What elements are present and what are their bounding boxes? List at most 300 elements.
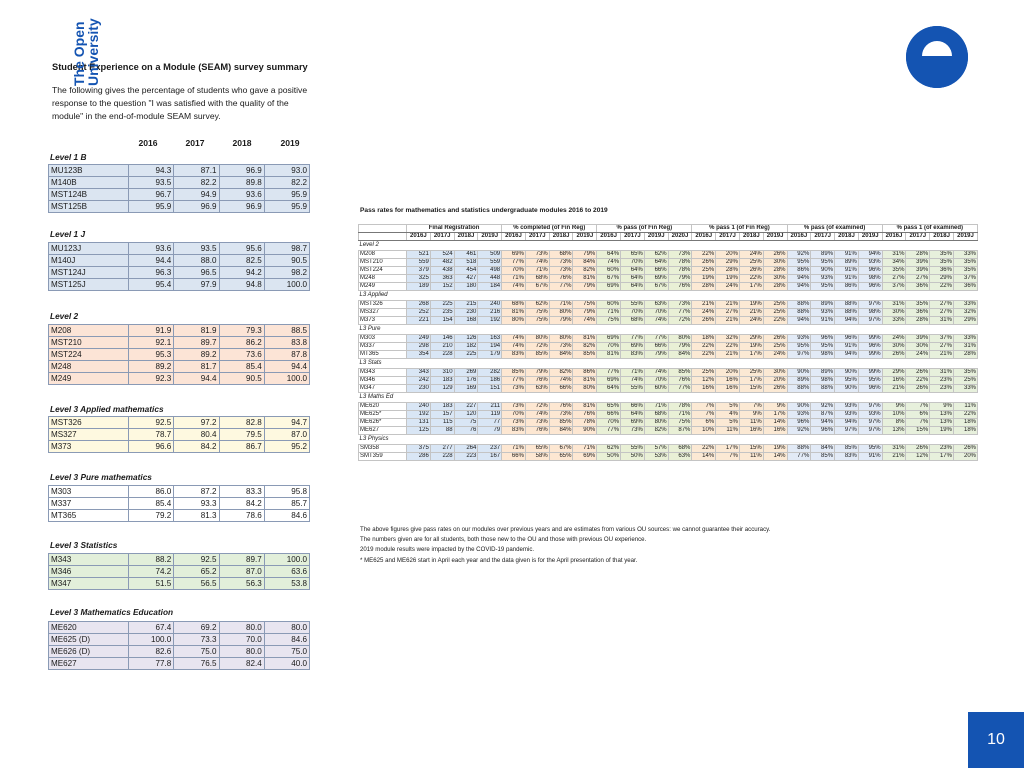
section-header: % pass 1 (of Fin Reg) (692, 225, 787, 233)
table-row (359, 259, 978, 267)
rate-cell: 119 (478, 411, 502, 419)
rate-cell: 6% (692, 419, 716, 427)
rate-cell: 85% (668, 369, 692, 377)
rate-cell: 20% (953, 453, 977, 461)
table-row (49, 165, 310, 177)
table-row (49, 349, 310, 361)
rate-cell: 81% (573, 275, 597, 283)
rate-cell: 94% (787, 283, 811, 291)
rate-cell: 30% (882, 309, 906, 317)
rate-cell: 28% (716, 267, 740, 275)
satisfaction-value: 95.6 (219, 243, 264, 255)
satisfaction-value: 73.6 (219, 349, 264, 361)
rate-cell: 63% (644, 301, 668, 309)
rate-cell: 79% (573, 251, 597, 259)
rate-cell: 211 (478, 403, 502, 411)
rate-cell: 88% (811, 385, 835, 393)
rate-cell: 24% (716, 283, 740, 291)
table-row (49, 373, 310, 385)
pass-rates-title: Pass rates for mathematics and statistics undergraduate modules 2016 to 2019 (360, 207, 608, 214)
rate-cell: 94% (835, 351, 859, 359)
rate-cell: 192 (478, 317, 502, 325)
rate-cell: 27% (930, 343, 954, 351)
rate-cell: 72% (668, 317, 692, 325)
module-code: M347 (49, 578, 129, 590)
satisfaction-value: 79.5 (219, 429, 264, 441)
rate-cell: 69% (502, 251, 526, 259)
table-row (49, 337, 310, 349)
rate-cell: 37% (953, 275, 977, 283)
module-code: M249 (359, 283, 407, 291)
rate-cell: 81% (502, 309, 526, 317)
satisfaction-value: 94.3 (129, 165, 174, 177)
rate-cell: 81% (573, 403, 597, 411)
year-subheader: 2019J (644, 233, 668, 241)
rate-cell: 84% (549, 427, 573, 435)
rate-cell: 95% (787, 343, 811, 351)
rate-cell: 12% (692, 377, 716, 385)
satisfaction-value: 56.5 (174, 578, 219, 590)
rate-cell: 77% (502, 377, 526, 385)
rate-cell: 7% (906, 403, 930, 411)
rate-cell: 39% (906, 335, 930, 343)
module-code: MST124J (49, 267, 129, 279)
rate-cell: 16% (692, 385, 716, 393)
rate-cell: 282 (478, 369, 502, 377)
year-2016: 2016 (138, 138, 158, 148)
rate-cell: 22% (930, 283, 954, 291)
rate-cell: 17% (739, 351, 763, 359)
note-line: 2019 module results were impacted by the COVID-19 pandemic. (360, 546, 535, 554)
rate-cell: 240 (478, 301, 502, 309)
rate-cell: 27% (930, 301, 954, 309)
rate-cell: 71% (621, 369, 645, 377)
satisfaction-value: 82.2 (174, 177, 219, 189)
rate-cell: 28% (953, 351, 977, 359)
rate-cell: 11% (739, 453, 763, 461)
rate-cell: 98% (811, 377, 835, 385)
rate-cell: 9% (930, 403, 954, 411)
rate-cell: 6% (906, 411, 930, 419)
module-code: MST210 (359, 259, 407, 267)
rate-cell: 96% (858, 385, 882, 393)
satisfaction-value: 82.6 (129, 646, 174, 658)
satisfaction-value: 87.0 (264, 429, 309, 441)
rate-cell: 90% (573, 427, 597, 435)
rate-cell: 99% (858, 369, 882, 377)
rate-cell: 75% (668, 419, 692, 427)
module-code: MT365 (49, 510, 129, 522)
rate-cell: 27% (906, 275, 930, 283)
table-row (359, 267, 978, 275)
rate-cell: 63% (525, 385, 549, 393)
satisfaction-value: 95.9 (264, 189, 309, 201)
table-row (359, 377, 978, 385)
rate-cell: 24% (882, 335, 906, 343)
satisfaction-value: 75.0 (174, 646, 219, 658)
table-row (359, 403, 978, 411)
table-row (49, 177, 310, 189)
year-subheader: 2019J (953, 233, 977, 241)
satisfaction-value: 69.2 (174, 622, 219, 634)
rate-cell: 93% (787, 335, 811, 343)
rate-cell: 79% (644, 351, 668, 359)
rate-cell: 78% (668, 267, 692, 275)
satisfaction-value: 56.3 (219, 578, 264, 590)
rate-cell: 80% (502, 317, 526, 325)
rate-cell: 74% (573, 317, 597, 325)
rate-cell: 91% (835, 251, 859, 259)
rate-cell: 64% (597, 385, 621, 393)
satisfaction-value: 87.8 (264, 349, 309, 361)
module-code: ME627 (359, 427, 407, 435)
rate-cell: 71% (502, 275, 526, 283)
rate-cell: 71% (502, 445, 526, 453)
rate-cell: 79% (668, 275, 692, 283)
rate-cell: 228 (430, 351, 454, 359)
rate-cell: 77 (478, 419, 502, 427)
rate-cell: 64% (621, 283, 645, 291)
seam-group-label: Level 3 Pure mathematics (50, 472, 152, 482)
rate-cell: 79 (478, 427, 502, 435)
satisfaction-value: 84.6 (264, 634, 309, 646)
module-code: M337 (359, 343, 407, 351)
module-code: MST224 (49, 349, 129, 361)
rate-cell: 75% (573, 301, 597, 309)
year-subheader: 2018J (549, 233, 573, 241)
rate-cell: 68% (525, 275, 549, 283)
year-subheader: 2017J (621, 233, 645, 241)
rate-cell: 26% (906, 385, 930, 393)
rate-cell: 69% (621, 419, 645, 427)
rate-cell: 129 (430, 385, 454, 393)
rate-cell: 78% (573, 419, 597, 427)
rate-cell: 35% (930, 259, 954, 267)
rate-cell: 74% (502, 283, 526, 291)
rate-cell: 64% (597, 251, 621, 259)
table-row (359, 283, 978, 291)
rate-cell: 10% (692, 427, 716, 435)
rate-cell: 86% (835, 283, 859, 291)
year-subheader: 2016J (787, 233, 811, 241)
rate-cell: 36% (906, 309, 930, 317)
module-code: ME625 (D) (49, 634, 129, 646)
rate-cell: 73% (549, 411, 573, 419)
module-code: MST125B (49, 201, 129, 213)
table-row (359, 369, 978, 377)
group-row (359, 325, 978, 335)
module-code: MS327 (359, 309, 407, 317)
rate-cell: 76% (668, 283, 692, 291)
rate-cell: 77% (621, 335, 645, 343)
rate-cell: 55% (621, 445, 645, 453)
rate-cell: 15% (906, 427, 930, 435)
module-code: M347 (359, 385, 407, 393)
rate-cell: 30% (763, 275, 787, 283)
rate-cell: 55% (621, 385, 645, 393)
satisfaction-value: 95.9 (129, 201, 174, 213)
rate-cell: 184 (478, 283, 502, 291)
rate-cell: 31% (882, 301, 906, 309)
rate-cell: 62% (597, 445, 621, 453)
table-row (49, 646, 310, 658)
rate-cell: 5% (716, 403, 740, 411)
rate-cell: 92% (811, 403, 835, 411)
rate-cell: 55% (621, 301, 645, 309)
rate-cell: 7% (739, 403, 763, 411)
rate-cell: 227 (454, 403, 478, 411)
rate-cell: 559 (407, 259, 431, 267)
satisfaction-value: 96.5 (174, 267, 219, 279)
rate-cell: 64% (621, 411, 645, 419)
satisfaction-value: 94.2 (219, 267, 264, 279)
seam-group-label: Level 1 J (50, 229, 86, 239)
satisfaction-value: 86.7 (219, 441, 264, 453)
rate-cell: 73% (502, 403, 526, 411)
rate-cell: 89% (835, 259, 859, 267)
rate-cell: 88% (835, 309, 859, 317)
module-code: M249 (49, 373, 129, 385)
satisfaction-value: 93.5 (129, 177, 174, 189)
rate-cell: 35% (953, 259, 977, 267)
note-line: The numbers given are for all students, both those new to the OU and those with previous OU experience. (360, 536, 647, 544)
satisfaction-value: 89.7 (219, 554, 264, 566)
rate-cell: 23% (930, 445, 954, 453)
rate-cell: 85% (835, 445, 859, 453)
satisfaction-value: 94.9 (174, 189, 219, 201)
satisfaction-value: 98.2 (264, 267, 309, 279)
rate-cell: 18% (953, 419, 977, 427)
rate-cell: 154 (430, 317, 454, 325)
rate-cell: 35% (953, 369, 977, 377)
rate-cell: 83% (502, 427, 526, 435)
rate-cell: 69% (597, 377, 621, 385)
rate-cell: 77% (668, 309, 692, 317)
satisfaction-value: 82.2 (264, 177, 309, 189)
rate-cell: 74% (597, 259, 621, 267)
rate-cell: 70% (597, 419, 621, 427)
rate-cell: 28% (763, 283, 787, 291)
section-header: % pass (of Fin Reg) (597, 225, 692, 233)
satisfaction-value: 97.9 (174, 279, 219, 291)
rate-cell: 93% (787, 411, 811, 419)
rate-cell: 27% (716, 309, 740, 317)
rate-cell: 146 (430, 335, 454, 343)
rate-cell: 33% (953, 251, 977, 259)
rate-cell: 21% (882, 385, 906, 393)
rate-cell: 77% (668, 385, 692, 393)
satisfaction-value: 82.8 (219, 417, 264, 429)
satisfaction-value: 84.2 (174, 441, 219, 453)
rate-cell: 221 (407, 317, 431, 325)
rate-cell: 9% (882, 403, 906, 411)
rate-cell: 228 (430, 453, 454, 461)
rate-cell: 354 (407, 351, 431, 359)
rate-cell: 26% (953, 445, 977, 453)
rate-cell: 183 (430, 403, 454, 411)
year-subheader: 2016J (407, 233, 431, 241)
rate-cell: 28% (763, 267, 787, 275)
rate-cell: 73% (525, 251, 549, 259)
rate-cell: 79% (549, 317, 573, 325)
rate-cell: 70% (597, 343, 621, 351)
rate-cell: 16% (716, 385, 740, 393)
year-subheader: 2020J (668, 233, 692, 241)
satisfaction-value: 87.0 (219, 566, 264, 578)
rate-cell: 32% (953, 309, 977, 317)
rate-cell: 240 (407, 403, 431, 411)
rate-cell: 25% (953, 377, 977, 385)
satisfaction-value: 84.2 (219, 498, 264, 510)
rate-cell: 30% (763, 259, 787, 267)
rate-cell: 66% (549, 385, 573, 393)
rate-cell: 26% (906, 445, 930, 453)
satisfaction-value: 91.9 (129, 325, 174, 337)
seam-group-label: Level 2 (50, 311, 79, 321)
rate-cell: 74% (644, 369, 668, 377)
rate-cell: 21% (716, 351, 740, 359)
year-subheader: 2016J (597, 233, 621, 241)
rate-cell: 16% (763, 427, 787, 435)
rate-cell: 77% (597, 369, 621, 377)
rate-cell: 97% (858, 317, 882, 325)
satisfaction-value: 51.5 (129, 578, 174, 590)
year-2017: 2017 (185, 138, 205, 148)
rate-cell: 91% (835, 267, 859, 275)
rate-cell: 95% (835, 377, 859, 385)
rate-cell: 74% (549, 377, 573, 385)
rate-cell: 4% (716, 411, 740, 419)
rate-cell: 73% (549, 343, 573, 351)
section-header: % completed (of Fin Reg) (502, 225, 597, 233)
rate-cell: 29% (953, 317, 977, 325)
satisfaction-value: 83.3 (219, 486, 264, 498)
rate-cell: 75% (597, 317, 621, 325)
rate-cell: 94% (835, 317, 859, 325)
rate-cell: 11% (716, 427, 740, 435)
rate-cell: 482 (430, 259, 454, 267)
header-row (359, 225, 978, 233)
satisfaction-value: 95.9 (264, 201, 309, 213)
satisfaction-value: 88.0 (174, 255, 219, 267)
rate-cell: 79% (525, 369, 549, 377)
satisfaction-value: 94.4 (264, 361, 309, 373)
module-code: MU123J (49, 243, 129, 255)
rate-cell: 90% (835, 385, 859, 393)
rate-cell: 95% (858, 377, 882, 385)
table-row (49, 498, 310, 510)
rate-cell: 29% (739, 335, 763, 343)
rate-cell: 20% (763, 377, 787, 385)
rate-cell: 82% (549, 369, 573, 377)
rate-cell: 22% (716, 343, 740, 351)
rate-cell: 19% (930, 427, 954, 435)
header-blank (359, 233, 407, 241)
rate-cell: 68% (549, 251, 573, 259)
rate-cell: 99% (858, 335, 882, 343)
rate-cell: 93% (835, 403, 859, 411)
rate-cell: 29% (716, 259, 740, 267)
rate-cell: 88% (835, 301, 859, 309)
year-subheader: 2017J (525, 233, 549, 241)
rate-cell: 67% (549, 445, 573, 453)
satisfaction-value: 67.4 (129, 622, 174, 634)
rate-cell: 69% (644, 275, 668, 283)
rate-cell: 75% (525, 309, 549, 317)
rate-cell: 22% (692, 351, 716, 359)
rate-cell: 518 (454, 259, 478, 267)
satisfaction-value: 96.3 (129, 267, 174, 279)
rate-cell: 71% (525, 267, 549, 275)
rate-cell: 22% (739, 275, 763, 283)
rate-cell: 5% (716, 419, 740, 427)
rate-cell: 375 (407, 445, 431, 453)
rate-cell: 189 (407, 283, 431, 291)
satisfaction-value: 96.6 (129, 441, 174, 453)
year-subheader: 2018J (454, 233, 478, 241)
rate-cell: 96% (811, 427, 835, 435)
rate-cell: 31% (930, 369, 954, 377)
table-row (49, 622, 310, 634)
rate-cell: 264 (454, 445, 478, 453)
rate-cell: 64% (644, 259, 668, 267)
rate-cell: 22% (692, 251, 716, 259)
satisfaction-value: 93.3 (174, 498, 219, 510)
table-row (359, 419, 978, 427)
rate-cell: 81% (573, 335, 597, 343)
rate-cell: 69% (597, 283, 621, 291)
rate-cell: 25% (739, 259, 763, 267)
rate-cell: 19% (716, 275, 740, 283)
rate-cell: 14% (763, 453, 787, 461)
rate-cell: 230 (454, 309, 478, 317)
seam-group-label: Level 3 Statistics (50, 540, 118, 550)
seam-table (48, 324, 310, 385)
year-subheader: 2017J (430, 233, 454, 241)
rate-cell: 39% (906, 267, 930, 275)
rate-cell: 72% (525, 343, 549, 351)
rate-cell: 66% (644, 343, 668, 351)
rate-cell: 26% (882, 351, 906, 359)
module-code: M373 (49, 441, 129, 453)
table-row (49, 429, 310, 441)
satisfaction-value: 89.8 (219, 177, 264, 189)
rate-cell: 26% (763, 385, 787, 393)
year-2019: 2019 (280, 138, 300, 148)
table-row (49, 486, 310, 498)
satisfaction-value: 84.6 (264, 510, 309, 522)
rate-cell: 65% (549, 453, 573, 461)
rate-cell: 427 (454, 275, 478, 283)
group-label: L3 Maths Ed (359, 393, 978, 403)
rate-cell: 75 (454, 419, 478, 427)
rate-cell: 163 (478, 335, 502, 343)
year-subheader: 2016J (502, 233, 526, 241)
satisfaction-value: 94.7 (264, 417, 309, 429)
rate-cell: 230 (407, 385, 431, 393)
rate-cell: 85% (525, 351, 549, 359)
rate-cell: 35% (953, 267, 977, 275)
rate-cell: 96% (811, 335, 835, 343)
module-code: M346 (49, 566, 129, 578)
rate-cell: 15% (739, 445, 763, 453)
rate-cell: 33% (953, 301, 977, 309)
rate-cell: 242 (407, 377, 431, 385)
table-row (359, 343, 978, 351)
rate-cell: 24% (739, 317, 763, 325)
rate-cell: 379 (407, 267, 431, 275)
rate-cell: 183 (430, 377, 454, 385)
